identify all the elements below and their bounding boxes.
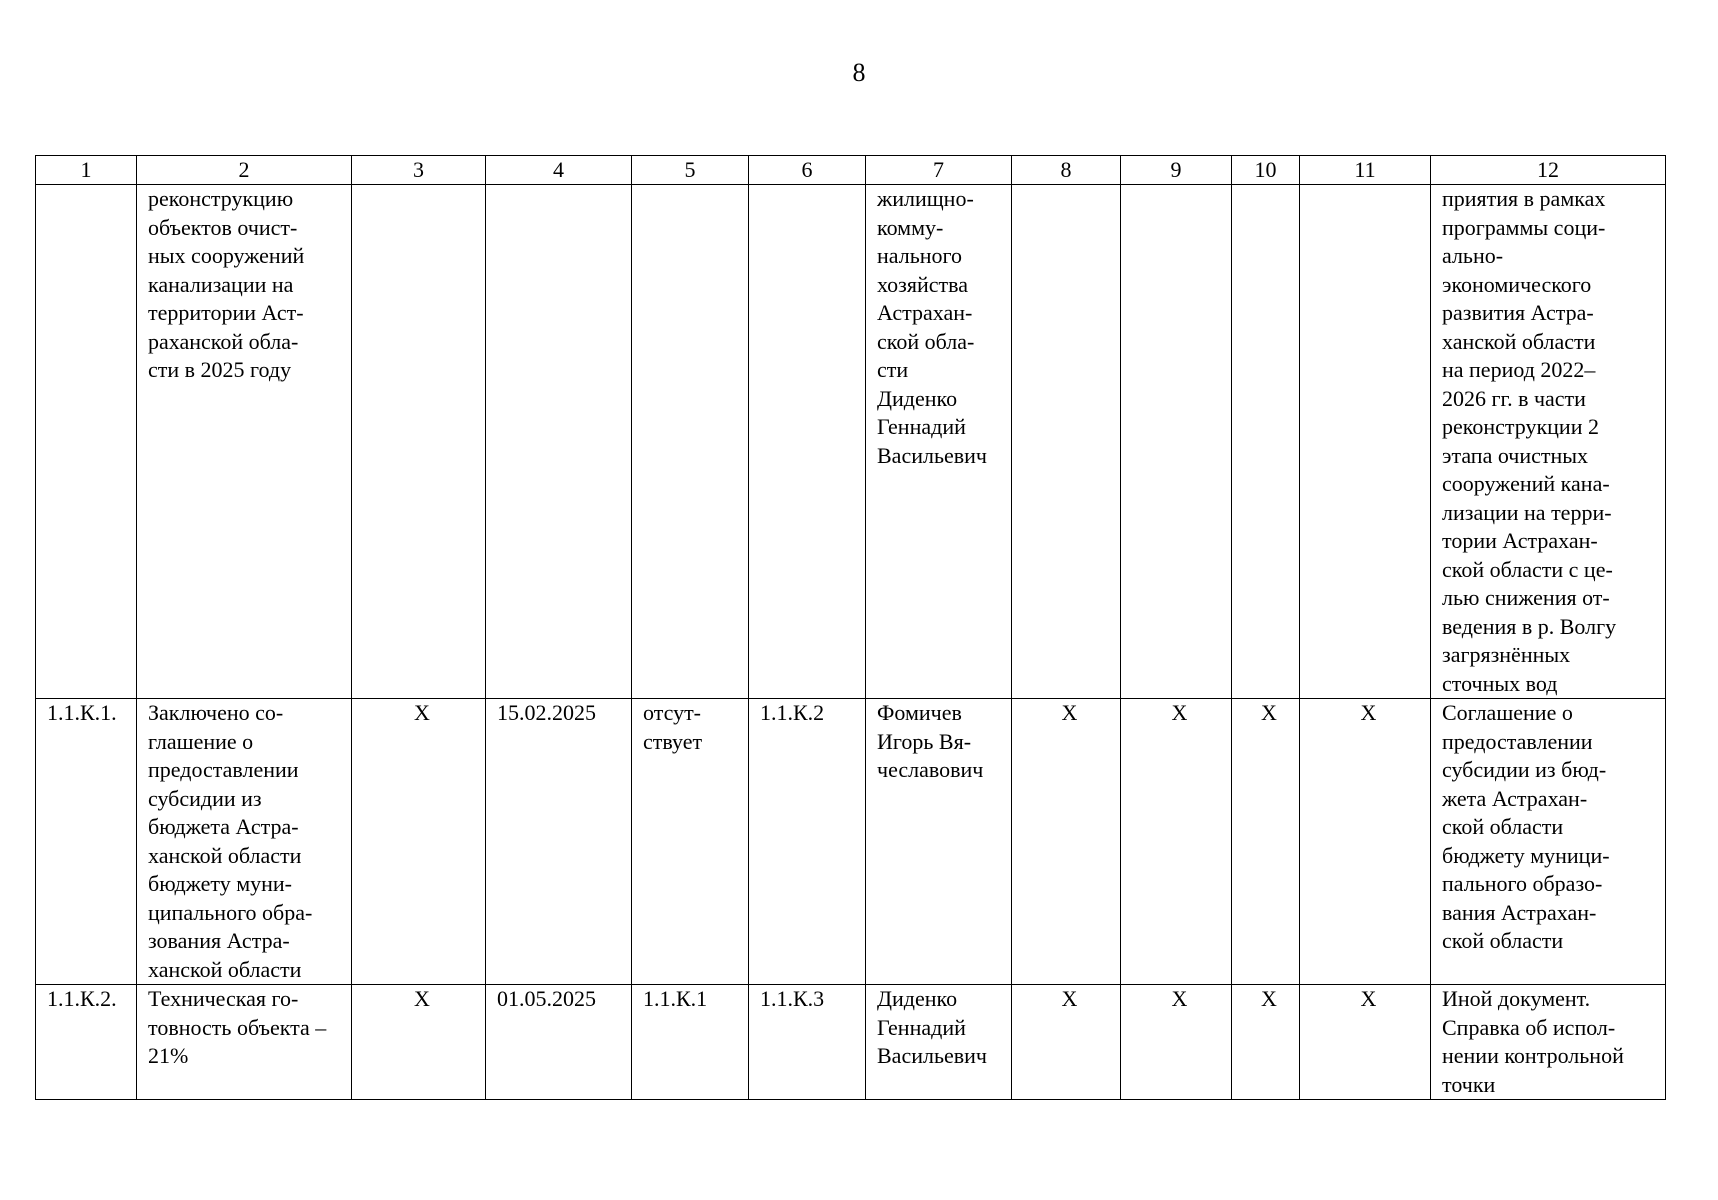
cell-text-line: зования Астра- <box>148 928 290 953</box>
cell-text-line: территории Аст- <box>148 300 304 325</box>
table-cell-responsible <box>866 185 1012 699</box>
cell-text-line: Заключено со- <box>148 700 284 725</box>
cell-text-line: реконструкцию <box>148 186 294 211</box>
cell-text-line: ствует <box>643 728 703 754</box>
cell-text-line: этапа очистных <box>1442 442 1589 468</box>
cell-text-line: субсидии из <box>148 785 262 811</box>
cell-text-line: 1.1.К.1 <box>643 986 708 1011</box>
cell-text-line: жилищно- <box>877 186 974 211</box>
cell-text-line: ской обла- <box>877 328 975 354</box>
column-header: 4 <box>486 156 632 185</box>
cell-text-line: хозяйства <box>877 271 968 297</box>
column-header: 3 <box>352 156 486 185</box>
table-cell-description <box>137 185 352 699</box>
cell-text-line: ведения в р. Волгу <box>1442 613 1617 639</box>
cell-text-line: ской области с це- <box>1442 556 1613 582</box>
table-cell-document <box>1431 699 1666 985</box>
cell-text-line: бюджету муници- <box>1442 842 1610 868</box>
cell-text-line: Диденко <box>877 385 958 411</box>
cell-text-line: вания Астрахан- <box>1442 899 1597 925</box>
cell-text-line: сти в 2025 году <box>148 357 292 382</box>
cell-text-line: ханской области <box>1442 328 1596 354</box>
cell-text-line: товность объекта – <box>148 1014 327 1040</box>
table-cell: X <box>352 699 486 985</box>
cell-text-line: глашение о <box>148 728 254 754</box>
column-header: 10 <box>1232 156 1300 185</box>
cell-text-line: нении контрольной <box>1442 1043 1624 1068</box>
cell-text-line: Васильевич <box>877 1043 987 1068</box>
table-cell: X <box>1232 699 1300 985</box>
cell-text-line: пального образо- <box>1442 871 1603 896</box>
column-header: 12 <box>1431 156 1666 185</box>
cell-text-line: сооружений кана- <box>1442 471 1610 496</box>
table-cell: X <box>1121 985 1232 1100</box>
column-header: 1 <box>36 156 137 185</box>
cell-text-line: на период 2022– <box>1442 357 1596 382</box>
table-row <box>36 985 1666 1100</box>
table-row <box>36 185 1666 699</box>
cell-text-line: Фомичев <box>877 700 962 725</box>
table-cell <box>1300 185 1431 699</box>
cell-text-line: ных сооружений <box>148 243 305 268</box>
cell-text-line: лизации на терри- <box>1442 499 1612 525</box>
cell-text-line: 2026 гг. в части <box>1442 385 1586 411</box>
table-cell-successor: 1.1.К.2 <box>749 699 866 985</box>
column-header: 8 <box>1012 156 1121 185</box>
column-header: 11 <box>1300 156 1431 185</box>
cell-text-line: сточных вод <box>1442 670 1558 696</box>
table-cell: X <box>1012 985 1121 1100</box>
table-cell-description <box>137 699 352 985</box>
cell-text-line: ской области <box>1442 814 1564 839</box>
cell-text-line: точки <box>1442 1071 1496 1097</box>
table-cell-id: 1.1.К.2. <box>36 985 137 1100</box>
table-cell <box>1121 185 1232 699</box>
table-cell-responsible <box>866 985 1012 1100</box>
cell-text-line: ской области <box>1442 928 1564 953</box>
cell-text-line: жета Астрахан- <box>1442 785 1588 811</box>
table-cell-date <box>486 185 632 699</box>
column-number-row <box>36 156 1666 185</box>
cell-text-line: предоставлении <box>1442 728 1593 754</box>
column-header: 7 <box>866 156 1012 185</box>
cell-text-line: субсидии из бюд- <box>1442 757 1607 782</box>
cell-text-line: комму- <box>877 214 944 240</box>
cell-text-line: Иной документ. <box>1442 986 1591 1011</box>
cell-text-line: ально- <box>1442 243 1504 268</box>
cell-text-line: загрязнённых <box>1442 642 1571 667</box>
table-cell-id: 1.1.К.1. <box>36 699 137 985</box>
cell-text-line: предоставлении <box>148 757 299 782</box>
table-cell-description <box>137 985 352 1100</box>
cell-text-line: Игорь Вя- <box>877 728 972 754</box>
cell-text-line: сти <box>877 357 909 382</box>
table-cell-predecessor <box>632 185 749 699</box>
table-cell <box>1232 185 1300 699</box>
table-cell: X <box>1300 985 1431 1100</box>
cell-text-line: экономического <box>1442 271 1592 297</box>
cell-text-line: объектов очист- <box>148 214 298 240</box>
cell-text-line: раханской обла- <box>148 328 299 354</box>
table-cell-document <box>1431 185 1666 699</box>
cell-text-line: Геннадий <box>877 414 966 439</box>
table-cell: X <box>1232 985 1300 1100</box>
table-cell-predecessor <box>632 985 749 1100</box>
cell-text-line: бюджету муни- <box>148 871 292 896</box>
column-header: 2 <box>137 156 352 185</box>
cell-text-line: ханской области <box>148 842 302 868</box>
table-cell-successor <box>749 185 866 699</box>
control-points-table <box>35 155 1666 1100</box>
table-cell-responsible <box>866 699 1012 985</box>
cell-text-line: Астрахан- <box>877 300 973 325</box>
table-cell-date: 15.02.2025 <box>486 699 632 985</box>
table-cell <box>352 185 486 699</box>
table-cell: X <box>1012 699 1121 985</box>
table-cell-date: 01.05.2025 <box>486 985 632 1100</box>
cell-text-line: программы соци- <box>1442 214 1606 240</box>
column-header: 9 <box>1121 156 1232 185</box>
cell-text-line: Соглашение о <box>1442 700 1573 725</box>
cell-text-line: тории Астрахан- <box>1442 528 1598 553</box>
cell-text-line: Васильевич <box>877 442 987 468</box>
cell-text-line: развития Астра- <box>1442 300 1594 325</box>
cell-text-line: отсут- <box>643 700 702 725</box>
cell-text-line: канализации на <box>148 271 294 297</box>
column-header: 6 <box>749 156 866 185</box>
cell-text-line: Техническая го- <box>148 986 299 1011</box>
table-cell-id <box>36 185 137 699</box>
table-cell: X <box>1121 699 1232 985</box>
cell-text-line: Геннадий <box>877 1014 966 1040</box>
table-cell-successor: 1.1.К.3 <box>749 985 866 1100</box>
cell-text-line: бюджета Астра- <box>148 814 299 839</box>
cell-text-line: ханской области <box>148 956 302 982</box>
cell-text-line: приятия в рамках <box>1442 186 1606 211</box>
cell-text-line: 21% <box>148 1043 189 1068</box>
table-cell-document <box>1431 985 1666 1100</box>
cell-text-line: нального <box>877 243 962 268</box>
cell-text-line: Справка об испол- <box>1442 1014 1616 1040</box>
cell-text-line: ципального обра- <box>148 899 313 925</box>
table-cell: X <box>352 985 486 1100</box>
page-number: 8 <box>852 58 866 87</box>
cell-text-line: лью снижения от- <box>1442 585 1610 610</box>
cell-text-line: чеславович <box>877 757 984 782</box>
table-cell: X <box>1300 699 1431 985</box>
column-header: 5 <box>632 156 749 185</box>
table-cell <box>1012 185 1121 699</box>
cell-text-line: Диденко <box>877 986 958 1011</box>
table-cell-predecessor <box>632 699 749 985</box>
cell-text-line: реконструкции 2 <box>1442 414 1599 439</box>
table-row <box>36 699 1666 985</box>
